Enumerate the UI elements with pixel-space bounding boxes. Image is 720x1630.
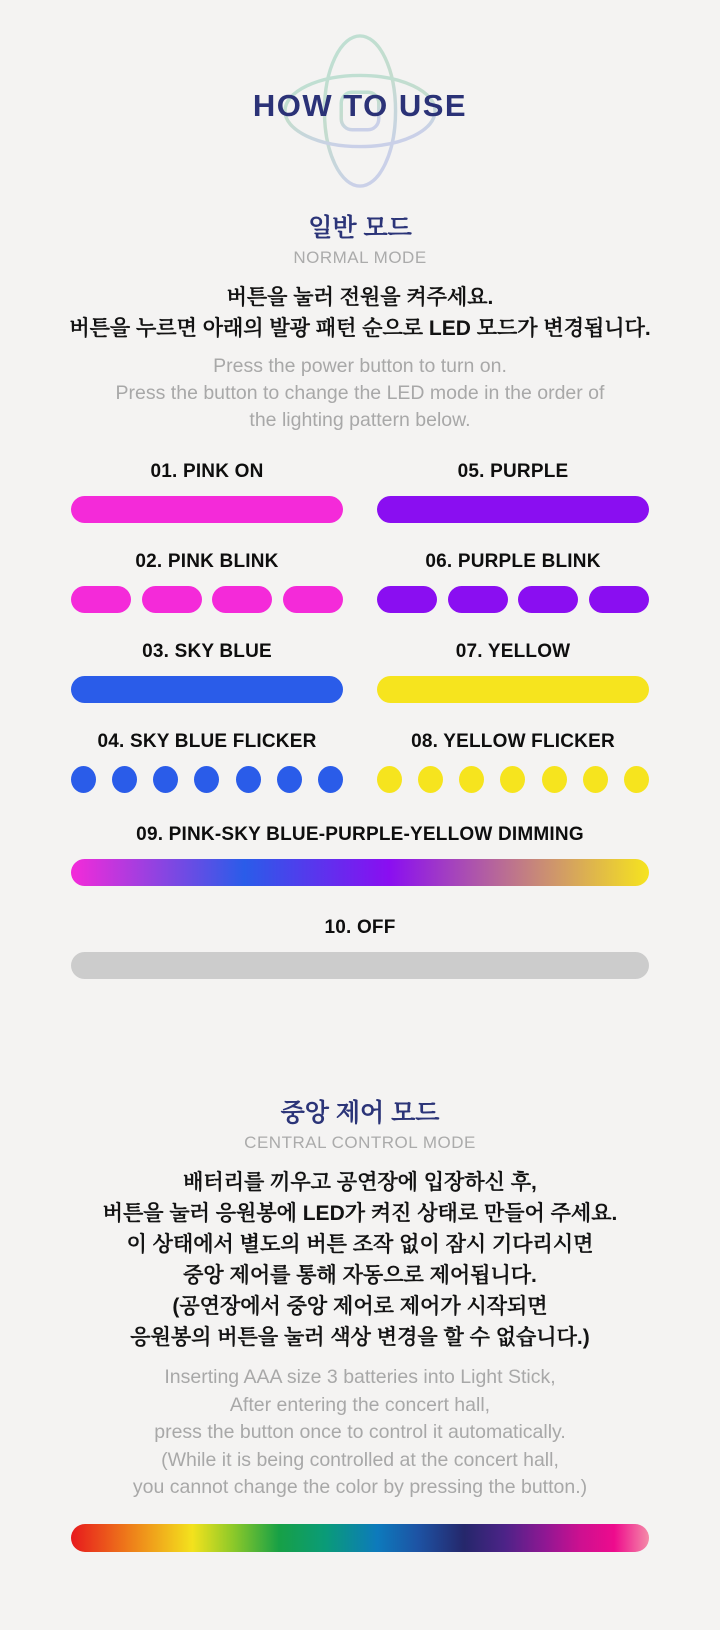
- text-line: Press the power button to turn on.: [213, 355, 507, 377]
- led-solid-indicator: [377, 676, 649, 703]
- led-mode-label: 10. OFF: [324, 917, 396, 938]
- blink-segment: [142, 586, 202, 613]
- text-line: 버튼을 눌러 응원봉에 LED가 켜진 상태로 만들어 주세요.: [102, 1202, 618, 1225]
- led-blink-indicator: [71, 586, 343, 613]
- central-mode-heading-ko: 중앙 제어 모드: [280, 1099, 440, 1127]
- text-line: After entering the concert hall,: [229, 1393, 491, 1416]
- flicker-dot: [459, 766, 484, 793]
- page-title: HOW TO USE: [252, 88, 468, 123]
- normal-mode-heading-ko: 일반 모드: [308, 214, 412, 242]
- flicker-dot: [277, 766, 302, 793]
- led-mode-grid: [71, 462, 649, 793]
- central-mode-instructions-en: [0, 1364, 720, 1502]
- led-mode-06: [377, 552, 649, 613]
- flicker-dot: [236, 766, 261, 793]
- led-mode-08: [377, 732, 649, 793]
- normal-mode-instructions-ko: [0, 282, 720, 344]
- text-line: you cannot change the color by pressing the button.): [132, 1476, 588, 1498]
- flicker-dot: [112, 766, 137, 793]
- flicker-dot: [583, 766, 608, 793]
- led-mode-01: [71, 462, 343, 523]
- flicker-dot: [71, 766, 96, 793]
- central-control-section: [0, 1101, 720, 1502]
- led-solid-indicator: [377, 496, 649, 523]
- led-mode-label: 01. PINK ON: [150, 461, 264, 482]
- flicker-dot: [194, 766, 219, 793]
- text-line: 버튼을 눌러 전원을 켜주세요.: [226, 286, 494, 309]
- led-flicker-indicator: [377, 766, 649, 793]
- led-mode-07: [377, 642, 649, 703]
- led-mode-04: [71, 732, 343, 793]
- led-mode-label: 03. SKY BLUE: [142, 641, 272, 662]
- normal-mode-heading-en: NORMAL MODE: [293, 248, 427, 267]
- flicker-dot: [542, 766, 567, 793]
- text-line: 응원봉의 버튼을 눌러 색상 변경을 할 수 없습니다.): [130, 1326, 590, 1349]
- flicker-dot: [153, 766, 178, 793]
- led-mode-09: [71, 825, 649, 886]
- flicker-dot: [318, 766, 343, 793]
- blink-segment: [283, 586, 343, 613]
- central-mode-instructions-ko: [0, 1167, 720, 1353]
- led-mode-label: 04. SKY BLUE FLICKER: [97, 731, 317, 752]
- led-mode-label: 06. PURPLE BLINK: [425, 551, 601, 572]
- text-line: Press the button to change the LED mode in the order of: [115, 382, 605, 404]
- blink-segment: [589, 586, 649, 613]
- text-line: Inserting AAA size 3 batteries into Light Stick,: [164, 1366, 556, 1388]
- led-mode-10: [71, 918, 649, 979]
- blink-segment: [448, 586, 508, 613]
- text-line: 버튼을 누르면 아래의 발광 패턴 순으로 LED 모드가 변경됩니다.: [69, 317, 651, 340]
- led-gradient-indicator: [71, 859, 649, 886]
- flicker-dot: [418, 766, 443, 793]
- normal-mode-instructions-en: [0, 353, 720, 434]
- text-line: 중앙 제어를 통해 자동으로 제어됩니다.: [183, 1264, 537, 1287]
- flicker-dot: [377, 766, 402, 793]
- rainbow-bar: [71, 1524, 649, 1552]
- blink-segment: [212, 586, 272, 613]
- text-line: 배터리를 끼우고 공연장에 입장하신 후,: [183, 1171, 537, 1194]
- led-solid-indicator: [71, 496, 343, 523]
- flicker-dot: [624, 766, 649, 793]
- text-line: the lighting pattern below.: [249, 409, 471, 431]
- led-mode-label: 08. YELLOW FLICKER: [411, 731, 615, 752]
- led-mode-03: [71, 642, 343, 703]
- led-mode-label: 07. YELLOW: [455, 641, 571, 662]
- text-line: (While it is being controlled at the concert hall,: [161, 1448, 559, 1471]
- led-flicker-indicator: [71, 766, 343, 793]
- led-mode-05: [377, 462, 649, 523]
- led-mode-label: 02. PINK BLINK: [135, 551, 279, 572]
- page-header: [0, 0, 720, 192]
- text-line: press the button once to control it automatically.: [154, 1421, 566, 1443]
- central-mode-heading-en: CENTRAL CONTROL MODE: [244, 1133, 476, 1152]
- led-mode-02: [71, 552, 343, 613]
- led-blink-indicator: [377, 586, 649, 613]
- led-solid-indicator: [71, 952, 649, 979]
- flicker-dot: [500, 766, 525, 793]
- led-mode-label: 05. PURPLE: [457, 461, 569, 482]
- page-footer: [0, 1524, 720, 1552]
- blink-segment: [518, 586, 578, 613]
- blink-segment: [377, 586, 437, 613]
- led-mode-wide-list: [71, 825, 649, 979]
- text-line: 이 상태에서 별도의 버튼 조작 없이 잠시 기다리시면: [126, 1233, 594, 1256]
- led-solid-indicator: [71, 676, 343, 703]
- led-mode-label: 09. PINK-SKY BLUE-PURPLE-YELLOW DIMMING: [136, 824, 584, 845]
- blink-segment: [71, 586, 131, 613]
- normal-mode-section: [0, 216, 720, 979]
- text-line: (공연장에서 중앙 제어로 제어가 시작되면: [172, 1295, 548, 1318]
